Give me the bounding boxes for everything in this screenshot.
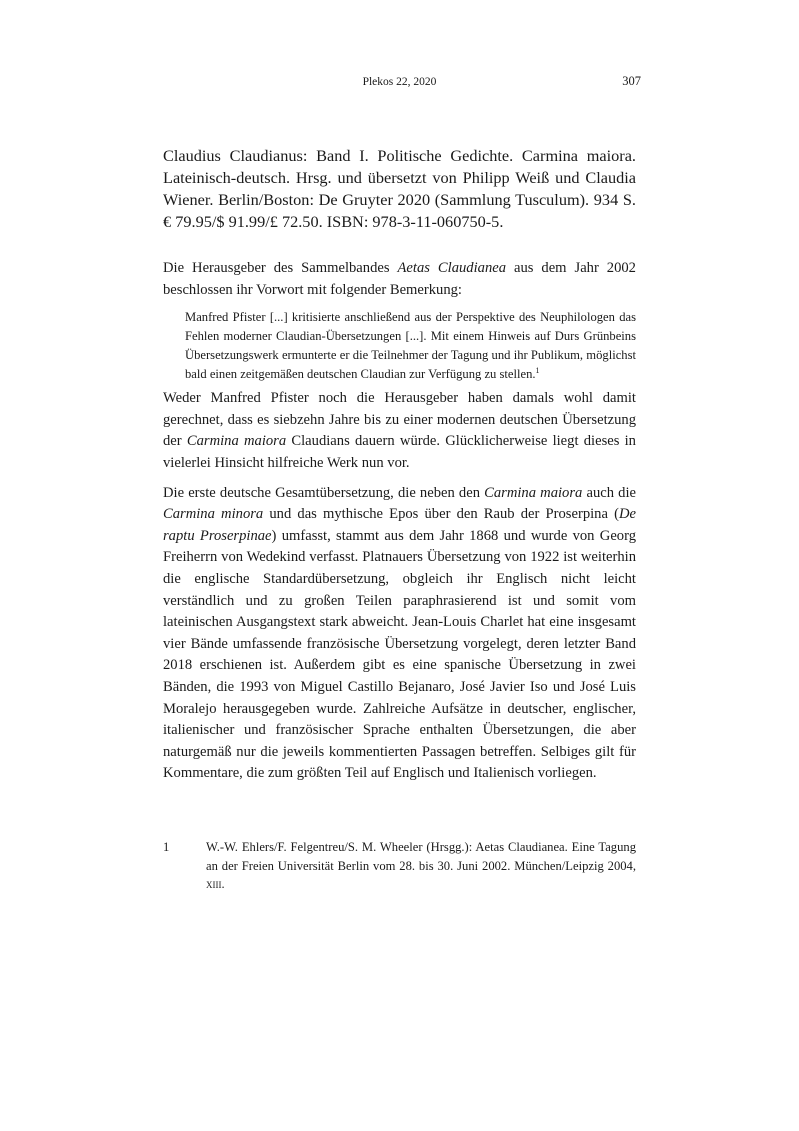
text-run: auch die <box>582 484 636 501</box>
text-run: ) umfasst, stammt aus dem Jahr 1868 und wurde von Georg Freiherrn von Wedekind verfasst. Platnauers Übersetzung von 1922 ist weiterhin die englische Standardübersetzung, obgleich ihr Englisch nicht leicht verständlich und zu großen Teilen paraphrasierend ist und somit vom lateinischen Ausgangstext stark abweicht. Jean-Louis Charlet hat eine insgesamt vier Bände umfassende französische Übersetzung vorgelegt, deren letzter Band 2018 erschienen ist. Außerdem gibt es eine spanische Übersetzung in zwei Bänden, die 1993 von Miguel Castillo Bejanaro, José Javier Iso und José Luis Moralejo herausgegeben wurde. Zahlreiche Aufsätze in deutscher, englischer, italienischer und französischer Sprache enthalten Übersetzungen, die aber naturgemäß nur die jeweils kommentierten Passagen betreffen. Selbiges gilt für Kommentare, die zum größten Teil auf Englisch und Italienisch vorliegen. <box>163 527 636 782</box>
footnote-text <box>206 838 636 894</box>
text-run: Die Herausgeber des Sammelbandes <box>163 260 398 276</box>
italic-title: De raptu Proserpinae <box>163 506 636 544</box>
paragraph-1 <box>163 258 636 301</box>
block-quote <box>185 308 636 384</box>
paragraph-2 <box>163 388 636 474</box>
paragraph-3 <box>163 483 636 785</box>
italic-title: Carmina maiora <box>484 484 583 501</box>
italic-title: Carmina maiora <box>186 433 287 450</box>
footnote-number: 1 <box>163 840 170 854</box>
text-run: und das mythische Epos über den Raub der Proserpina ( <box>263 506 619 523</box>
text-run: aus dem Jahr 2002 beschlossen ihr Vorwort mit folgender Bemerkung: <box>163 260 636 298</box>
text-run: . <box>221 877 225 891</box>
italic-title: Aetas Claudianea <box>397 260 507 276</box>
page-reference: xiii <box>206 877 222 891</box>
italic-title: Carmina minora <box>163 506 264 523</box>
text-run: W.-W. Ehlers/F. Felgentreu/S. M. Wheeler (Hrsgg.): Aetas Claudianea. Eine Tagung an der Freien Universität Berlin vom 28. bis 30. Juni 2002. München/Leipzig 2004, <box>206 840 636 873</box>
page-number: 307 <box>622 74 641 88</box>
quote-text: Manfred Pfister [...] kritisierte anschließend aus der Perspektive des Neuphilologen das Fehlen moderner Claudian-Übersetzungen [...]. Mit einem Hinweis auf Durs Grünbeins Übersetzungswerk ermunterte er die Teilnehmer der Tagung und ihr Publikum, möglichst bald einen zeitgemäßen deutschen Claudian zur Verfügung zu stellen. <box>185 310 636 382</box>
footnote <box>163 838 636 894</box>
footnotes <box>163 838 636 894</box>
main-content <box>163 145 636 785</box>
text-run: Claudians dauern würde. Glücklicherweise liegt dieses in vielerlei Hinsicht hilfreiche Werk nun vor. <box>163 433 636 471</box>
footnote-ref[interactable]: 1 <box>535 366 540 376</box>
book-citation: Claudius Claudianus: Band I. Politische Gedichte. Carmina maiora. Lateinisch-deutsch. Hrsg. und übersetzt von Philipp Weiß und Claudia Wiener. Berlin/Boston: De Gruyter 2020 (Sammlung Tusculum). 934 S. € 79.95/$ 91.99/£ 72.50. ISBN: 978-3-11-060750-5. <box>163 146 636 231</box>
text-run: Die erste deutsche Gesamtübersetzung, die neben den <box>163 484 485 501</box>
journal-title: Plekos 22, 2020 <box>362 76 437 88</box>
text-run: Weder Manfred Pfister noch die Herausgeber haben damals wohl damit gerechnet, dass es siebzehn Jahre bis zu einer modernen deutschen Übersetzung der <box>163 390 636 450</box>
